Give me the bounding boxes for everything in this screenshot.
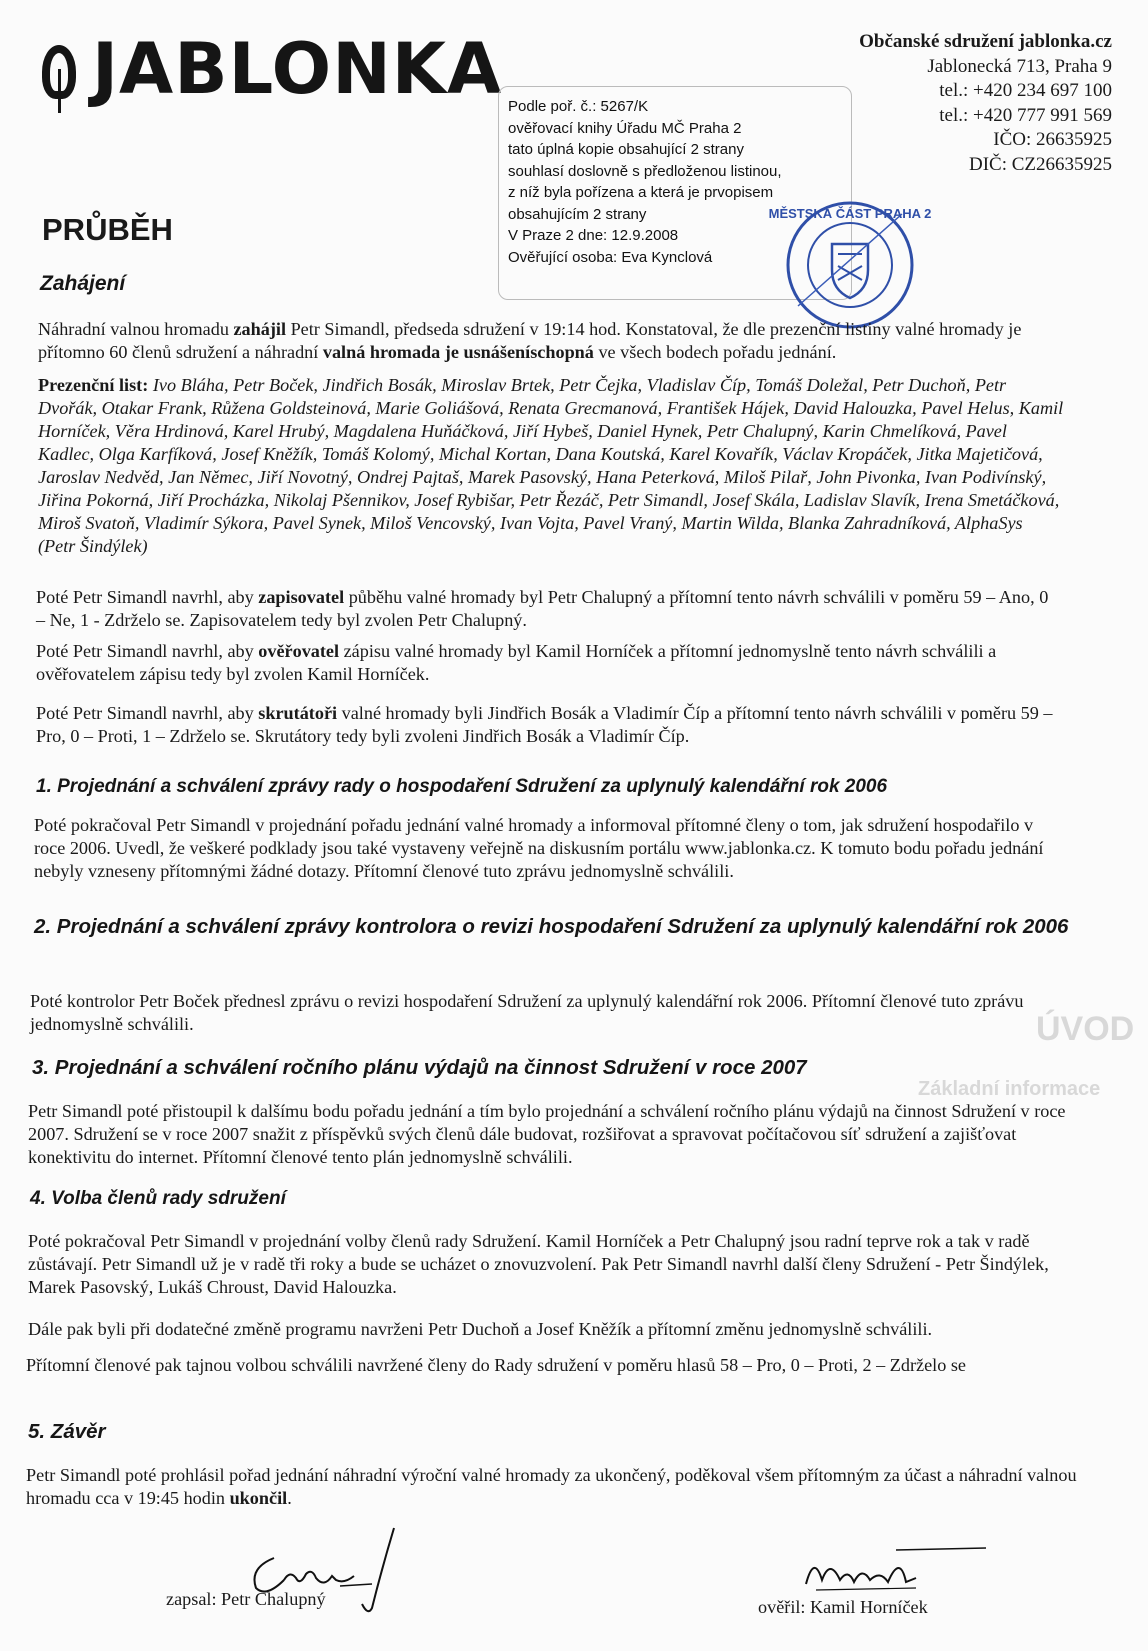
heading-section-3: 3. Projednání a schválení ročního plánu výdajů na činnost Sdružení v roce 2007 <box>32 1056 807 1079</box>
paragraph-section-4-c: Přítomní členové pak tajnou volbou schválili navržené členy do Rady sdružení v poměru hlasů 58 – Pro, 0 – Proti, 2 – Zdrželo se <box>26 1355 966 1375</box>
show-through-subheading: Základní informace <box>918 1078 1101 1100</box>
attendance-list-label: Prezenční list: <box>38 375 149 395</box>
org-ico: IČO: 26635925 <box>993 129 1112 150</box>
paragraph-section-2: Poté kontrolor Petr Boček přednesl zprávu o revizi hospodaření Sdružení za uplynulý kalendářní rok 2006. Přítomní členové tuto zprávu jednomyslně schválili. <box>30 991 1024 1034</box>
verification-line: Ověřující osoba: Eva Kynclová <box>508 248 713 266</box>
verification-line: Podle poř. č.: 5267/K <box>508 98 649 115</box>
paragraph-tellers: Poté Petr Simandl navrhl, aby skrutátoři valné hromady byli Jindřich Bosák a Vladimír Číp a přítomní tento návrh schválili v poměru 59 – Pro, 0 – Proti, 1 – Zdrželo se. Skrutátory tedy byli zvoleni Jindřich Bosák a Vladimír Číp. <box>36 703 1053 746</box>
signature-hornicek-icon <box>796 1544 986 1600</box>
signature-verifier-label: ověřil: Kamil Horníček <box>758 1597 928 1617</box>
paragraph-verifier: Poté Petr Simandl navrhl, aby ověřovatel zápisu valné hromady byl Kamil Horníček a přítomní jednomyslně tento návrh schválili a ověřovatelem zápisu tedy byl zvolen Kamil Horníček. <box>36 641 997 684</box>
official-seal-icon <box>768 196 932 334</box>
paragraph-section-3: Petr Simandl poté přistoupil k dalšímu bodu pořadu jednání a tím bylo projednání a schválení ročního plánu výdajů na činnost Sdružení v roce 2007. Sdružení se v roce 2007 snažit z příspěvků svých členů dále budovat, rozšiřovat a spravovat počítačovou síť sdružení a zajišťovat konektivitu do internet. Přítomní členové tento plán jednomyslně schválili. <box>28 1101 1066 1167</box>
logo-text: JABLONKA <box>92 28 503 110</box>
paragraph-section-1: Poté pokračoval Petr Simandl v projednání pořadu jednání valné hromady a informoval přítomné členy o tom, jak sdružení hospodařilo v roce 2006. Uvedl, že veškeré podklady jsou také vystaveny veřejně na diskusním portálu www.jablonka.cz. K tomuto bodu pořadu jednání nebyly vzneseny přítomnými žádné dotazy. Přítomní členové tuto zprávu jednomyslně schválili. <box>34 815 1044 881</box>
verification-line: z níž byla pořízena a která je prvopisem <box>508 184 774 201</box>
organization-info <box>859 30 1112 177</box>
verification-line: tato úplná kopie obsahující 2 strany <box>508 141 744 158</box>
seal-text: MĚSTSKÁ ČÁST PRAHA 2 <box>768 206 932 221</box>
verification-line: ověřovací knihy Úřadu MČ Praha 2 <box>508 119 742 137</box>
paragraph-section-5: Petr Simandl poté prohlásil pořad jednání náhradní výroční valné hromady za ukončený, poděkoval všem přítomným za účast a náhradní valnou hromadu cca v 19:45 hodin ukončil. <box>26 1465 1077 1508</box>
heading-section-1: 1. Projednání a schválení zprávy rady o hospodaření Sdružení za uplynulý kalendářní rok 2006 <box>36 776 888 797</box>
attendance-list <box>38 374 1064 558</box>
heading-section-4: 4. Volba členů rady sdružení <box>30 1188 286 1209</box>
paragraph-section-4-a: Poté pokračoval Petr Simandl v projednání volby členů rady Sdružení. Kamil Horníček a Petr Chalupný jsou radní teprve rok a tak v radě zůstávají. Petr Simandl už je v radě tři roky a bude se ucházet o znovuzvolení. Pak Petr Simandl navrhl další členy Sdružení - Petr Šindýlek, Marek Pasovský, Lukáš Chroust, David Halouzka. <box>28 1231 1049 1297</box>
org-name: Občanské sdružení jablonka.cz <box>859 31 1112 52</box>
verification-line: V Praze 2 dne: 12.9.2008 <box>508 227 679 244</box>
show-through-heading: ÚVOD <box>1036 1010 1135 1048</box>
jablonka-logo <box>42 28 503 110</box>
paragraph-recorder: Poté Petr Simandl navrhl, aby zapisovatel půběhu valné hromady byl Petr Chalupný a přítomní tento návrh schválili v poměru 59 – Ano, 0 – Ne, 1 - Zdrželo se. Zapisovatelem tedy byl zvolen Petr Chalupný. <box>36 587 1049 630</box>
verification-line: obsahujícím 2 strany <box>508 205 647 223</box>
heading-zahajeni: Zahájení <box>40 272 126 295</box>
org-phone-2: tel.: +420 777 991 569 <box>939 104 1112 126</box>
attendance-names: Ivo Bláha, Petr Boček, Jindřich Bosák, Miroslav Brtek, Petr Čejka, Vladislav Číp, Tomáš Doležal, Petr Duchoň, Petr Dvořák, Otakar Frank, Růžena Goldsteinová, Marie Goliášová, Renata Grecmanová, František Hájek, David Halouzka, Pavel Helus, Kamil Horníček, Věra Hrdinová, Karel Hrubý, Magdalena Huňáčková, Jiří Hybeš, Daniel Hynek, Petr Chalupný, Karin Chmelíková, Pavel Kadlec, Olga Karfíková, Josef Kněžík, Tomáš Kolomý, Michal Kortan, Dana Koutská, Karel Kovařík, Václav Kropáček, Jitka Majetičová, Jaroslav Nedvěd, Jan Němec, Jiří Novotný, Ondrej Pajtaš, Marek Pasovský, Hana Peterková, Miloš Pilař, John Pivonka, Ivan Podivínský, Jiřina Pokorná, Jiří Procházka, Nikolaj Pšennikov, Josef Rybišar, Petr Řezáč, Petr Simandl, Josef Skála, Ladislav Slavík, Irena Smetáčková, Miroš Svatoň, Vladimír Sýkora, Pavel Synek, Miloš Vencovský, Ivan Vojta, Pavel Vraný, Martin Wilda, Blanka Zahradníková, AlphaSys (Petr Šindýlek) <box>38 375 1064 556</box>
paragraph-section-4-b: Dále pak byli při dodatečné změně programu navrženi Petr Duchoň a Josef Kněžík a přítomní změnu jednomyslně schválili. <box>28 1319 933 1339</box>
logo-mark-icon <box>42 45 76 99</box>
org-phone-1: tel.: +420 234 697 100 <box>939 80 1112 101</box>
heading-section-5: 5. Závěr <box>28 1420 106 1443</box>
org-address: Jablonecká 713, Praha 9 <box>927 55 1112 77</box>
org-dic: DIČ: CZ26635925 <box>968 153 1112 175</box>
heading-section-2: 2. Projednání a schválení zprávy kontrolora o revizi hospodaření Sdružení za uplynulý kalendářní rok 2006 <box>34 915 1069 938</box>
verification-line: souhlasí doslovně s předloženou listinou, <box>508 162 782 180</box>
signature-recorder-label: zapsal: Petr Chalupný <box>166 1589 326 1609</box>
page-title: PRŮBĚH <box>42 212 173 247</box>
verification-text <box>508 96 782 268</box>
paragraph-opening: Náhradní valnou hromadu zahájil Petr Simandl, předseda sdružení v 19:14 hod. Konstatoval, že dle prezenční listiny valné hromady je přítomno 60 členů sdružení a náhradní valná hromada je usnášeníschopná ve všech bodech pořadu jednání. <box>38 319 1022 362</box>
